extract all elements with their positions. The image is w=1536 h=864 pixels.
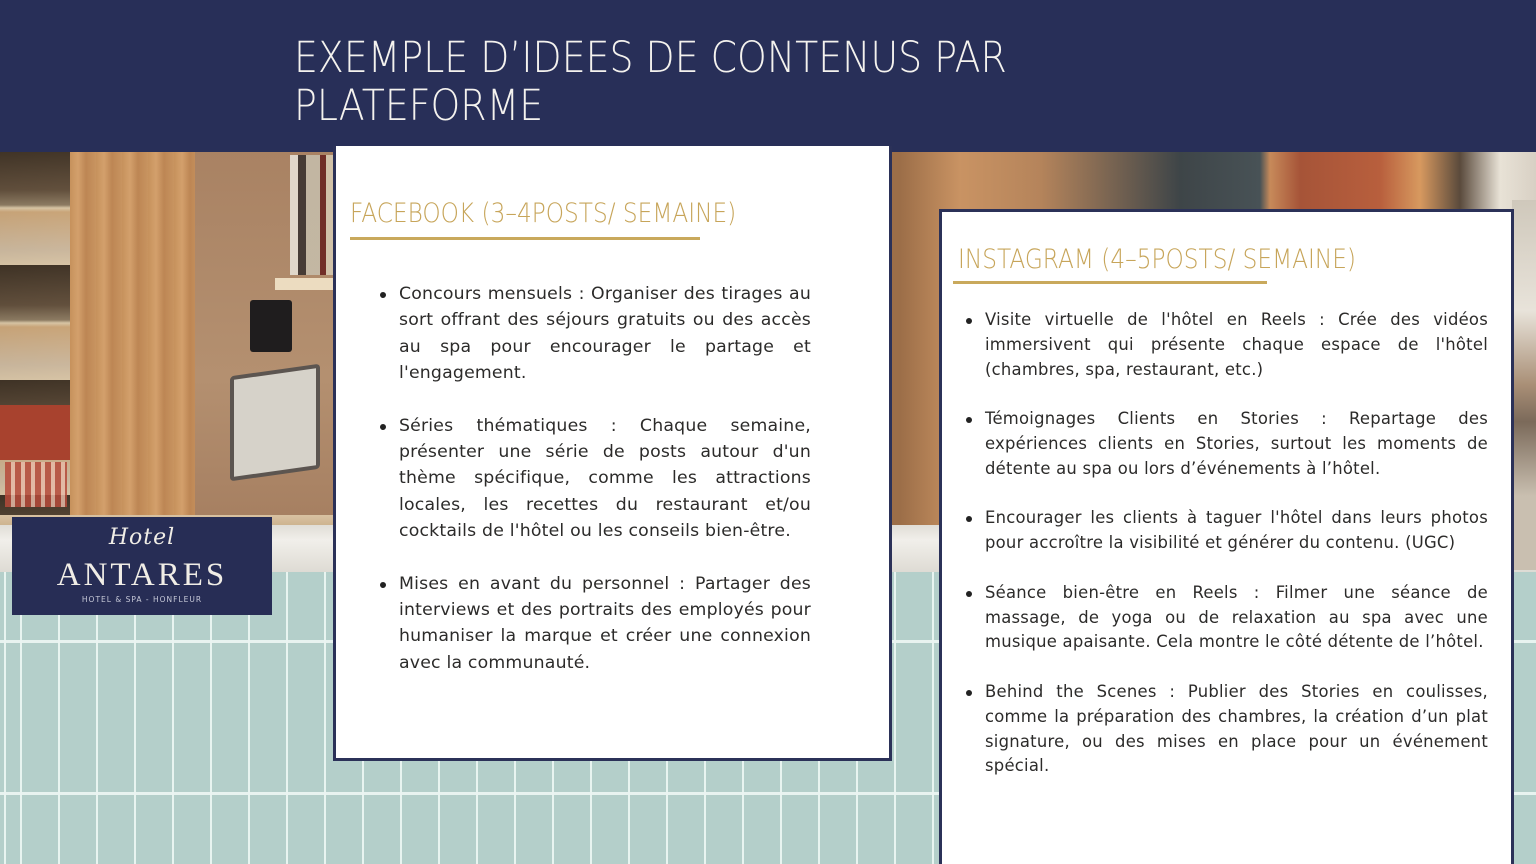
list-item: Mises en avant du personnel : Partager des interviews et des portraits des employés pour humaniser la marque et créer une connexion avec la communauté. <box>399 571 811 676</box>
logo-script-text: Hotel <box>108 525 176 550</box>
background-right-room <box>1512 200 1536 570</box>
background-bottles <box>290 155 335 275</box>
background-red-panel <box>0 405 70 460</box>
background-wine-glasses <box>5 462 67 507</box>
list-item: Concours mensuels : Organiser des tirages au sort offrant des séjours gratuits ou des accès au spa pour encourager le partage et l'engagement. <box>399 281 811 386</box>
facebook-title-underline <box>350 237 700 240</box>
instagram-card-title: INSTAGRAM (4–5POSTS/ SEMAINE) <box>958 244 1356 275</box>
list-item: Témoignages Clients en Stories : Repartage des expériences clients en Stories, surtout les moments de détente au spa ou lors d’événements à l’hôtel. <box>985 407 1488 481</box>
instagram-card <box>939 209 1514 864</box>
header-bar <box>0 0 1536 152</box>
background-wood-pillar <box>70 150 195 530</box>
facebook-idea-list <box>399 281 811 702</box>
hotel-logo <box>12 517 272 615</box>
list-item: Behind the Scenes : Publier des Stories en coulisses, comme la préparation des chambres, la création d’un plat signature, ou des mises en place pour un événement spécial. <box>985 680 1488 779</box>
background-shelf <box>275 278 335 290</box>
background-lamp <box>250 300 292 352</box>
facebook-card-title: FACEBOOK (3–4POSTS/ SEMAINE) <box>350 198 737 229</box>
facebook-card <box>333 146 892 761</box>
list-item: Encourager les clients à taguer l'hôtel dans leurs photos pour accroître la visibilité et générer du contenu. (UGC) <box>985 506 1488 556</box>
instagram-title-underline <box>953 281 1267 284</box>
instagram-idea-list <box>985 308 1488 804</box>
list-item: Séance bien-être en Reels : Filmer une séance de massage, de yoga ou de relaxation au spa avec une musique apaisante. Cela montre le côté détente de l’hôtel. <box>985 581 1488 655</box>
page-title: EXEMPLE D’IDEES DE CONTENUS PAR PLATEFORME <box>294 33 1007 131</box>
list-item: Séries thématiques : Chaque semaine, présenter une série de posts autour d'un thème spécifique, comme les attractions locales, les recettes du restaurant et/ou cocktails de l'hôtel ou les conseils bien-être. <box>399 413 811 544</box>
list-item: Visite virtuelle de l'hôtel en Reels : Crée des vidéos immersivent qui présente chaque espace de l'hôtel (chambres, spa, restaurant, etc.) <box>985 308 1488 382</box>
logo-brand-name: ANTARES <box>56 557 228 593</box>
background-pos-screen <box>230 364 320 482</box>
logo-subtitle: HOTEL & SPA - HONFLEUR <box>81 595 203 604</box>
